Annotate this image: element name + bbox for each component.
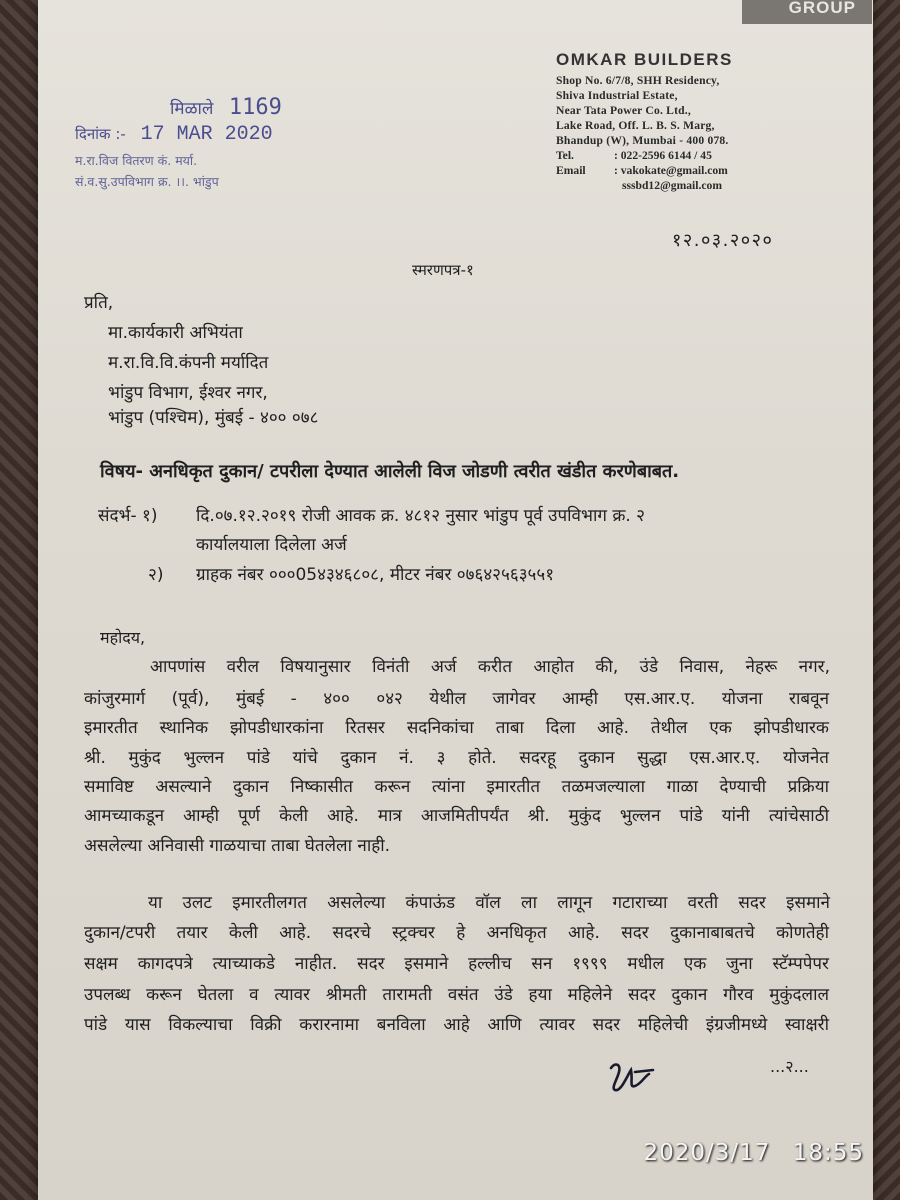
salutation: महोदय, [100, 628, 146, 647]
paragraph-1-line: इमारतीत स्थानिक झोपडीधारकांना रितसर सदनिकांचा ताबा दिला आहे. तेथील एक झोपडीधारक [84, 718, 829, 738]
stamp-date-value: 17 MAR 2020 [140, 123, 273, 146]
company-email-2 [556, 178, 846, 193]
group-label: GROUP [788, 0, 856, 17]
paragraph-2-line: उपलब्ध करून घेतला व त्यावर श्रीमती तारामती वसंत उंडे हया महिलेने सदर दुकान गौरव मुकुंदलाल [84, 985, 829, 1005]
continued-marker: ...२... [770, 1057, 809, 1076]
recipient-line: भांडुप विभाग, ईश्वर नगर, [108, 383, 268, 403]
stamp-received-label: मिळाले [170, 99, 214, 119]
letter-date: १२.०३.२०२० [672, 230, 774, 251]
paragraph-2-line: पांडे यास विकल्याचा विक्री करारनामा बनविला आहे आणि त्यावर सदर महिलेची इंग्रजीमध्ये स्वाक्षरी [84, 1015, 829, 1035]
recipient-line: भांडुप (पश्चिम), मुंबई - ४०० ०७८ [108, 408, 319, 428]
recipient-line: मा.कार्यकारी अभियंता [108, 323, 243, 343]
stamp-office-line: सं.व.सु.उपविभाग क्र. ।।. भांडुप [75, 174, 219, 189]
email-value-1: : vakokate@gmail.com [614, 164, 728, 177]
paragraph-2-line: या उलट इमारतीलगत असलेल्या कंपाऊंड वॉल ला लागून गटाराच्या वरती सदर इसमाने [148, 893, 830, 913]
stamp-received-number: 1169 [228, 95, 282, 120]
stamp-received-row [170, 95, 282, 120]
reference-2: ग्राहक नंबर ०००05४३४६८०८, मीटर नंबर ०७६४२५६३५५१ [196, 565, 555, 585]
company-tel [556, 148, 846, 163]
company-address-line: Bhandup (W), Mumbai - 400 078. [556, 134, 729, 147]
company-letterhead [556, 50, 846, 193]
tel-label: Tel. [556, 149, 574, 162]
company-address-line: Lake Road, Off. L. B. S. Marg, [556, 119, 715, 132]
to-label: प्रति, [84, 293, 114, 313]
company-address-line: Shiva Industrial Estate, [556, 89, 678, 102]
company-name: OMKAR BUILDERS [556, 50, 733, 69]
background-left [0, 0, 40, 1200]
tel-value: : 022-2596 6144 / 45 [614, 149, 712, 162]
photo-timestamp: 2020/3/17 18:55 [643, 1140, 864, 1166]
reference-1-line1: दि.०७.१२.२०१९ रोजी आवक क्र. ४८१२ नुसार भांडुप पूर्व उपविभाग क्र. २ [196, 506, 646, 526]
company-email [556, 163, 846, 178]
company-address-line: Shop No. 6/7/8, SHH Residency, [556, 74, 720, 87]
recipient-line: म.रा.वि.वि.कंपनी मर्यादित [108, 353, 269, 373]
paragraph-2-line: दुकान/टपरी तयार केली आहे. सदरचे स्ट्रक्चर हे अनधिकृत आहे. सदर दुकानाबाबतचे कोणतेही [84, 923, 829, 943]
paragraph-1-line: श्री. मुकुंद भुल्लन पांडे यांचे दुकान नं. ३ होते. सदरहू दुकान सुद्धा एस.आर.ए. योजनेत [84, 748, 829, 768]
paragraph-1-line: समाविष्ट असल्याने दुकान निष्कासीत करून त्यांना इमारतीत तळमजल्याला गाळा देण्याची प्रक्रिया [84, 777, 829, 797]
letter-subject: विषय- अनधिकृत दुकान/ टपरीला देण्यात आलेली विज जोडणी त्वरीत खंडीत करणेबाबत. [100, 461, 680, 482]
paragraph-1-line: आमच्याकडून आम्ही पूर्ण केली आहे. मात्र आजमितीपर्यंत श्री. मुकुंद भुल्लन पांडे यांनी त्यांचेसाठी [84, 806, 829, 826]
stamp-org-line: म.रा.विज वितरण कं. मर्या. [75, 153, 198, 168]
paragraph-1-line: आपणांस वरील विषयानुसार विनंती अर्ज करीत आहोत की, उंडे निवास, नेहरू नगर, [150, 657, 830, 677]
stamp-date-row [75, 123, 273, 146]
stamp-date-label: दिनांक :- [75, 125, 126, 143]
email-label: Email [556, 164, 586, 177]
reference-1-line2: कार्यालयाला दिलेला अर्ज [196, 535, 347, 555]
signature [605, 1058, 685, 1098]
paragraph-1-line: असलेल्या अनिवासी गाळयाचा ताबा घेतलेला नाही. [84, 836, 391, 856]
background-right [870, 0, 900, 1200]
paragraph-1-line: कांजुरमार्ग (पूर्व), मुंबई - ४०० ०४२ येथील जागेवर आम्ही एस.आर.ए. योजना राबवून [84, 689, 829, 709]
company-address-line: Near Tata Power Co. Ltd., [556, 104, 691, 117]
email-value-2: sssbd12@gmail.com [622, 179, 723, 192]
paragraph-2-line: सक्षम कागदपत्रे त्याच्याकडे नाहीत. सदर इसमाने हल्लीच सन १९९९ मधील एक जुना स्टॅम्पपेपर [84, 954, 829, 974]
reminder-title: स्मरणपत्र-१ [412, 261, 474, 279]
reference-label: संदर्भ- १) [98, 506, 158, 526]
reference-2-number: २) [148, 565, 164, 585]
